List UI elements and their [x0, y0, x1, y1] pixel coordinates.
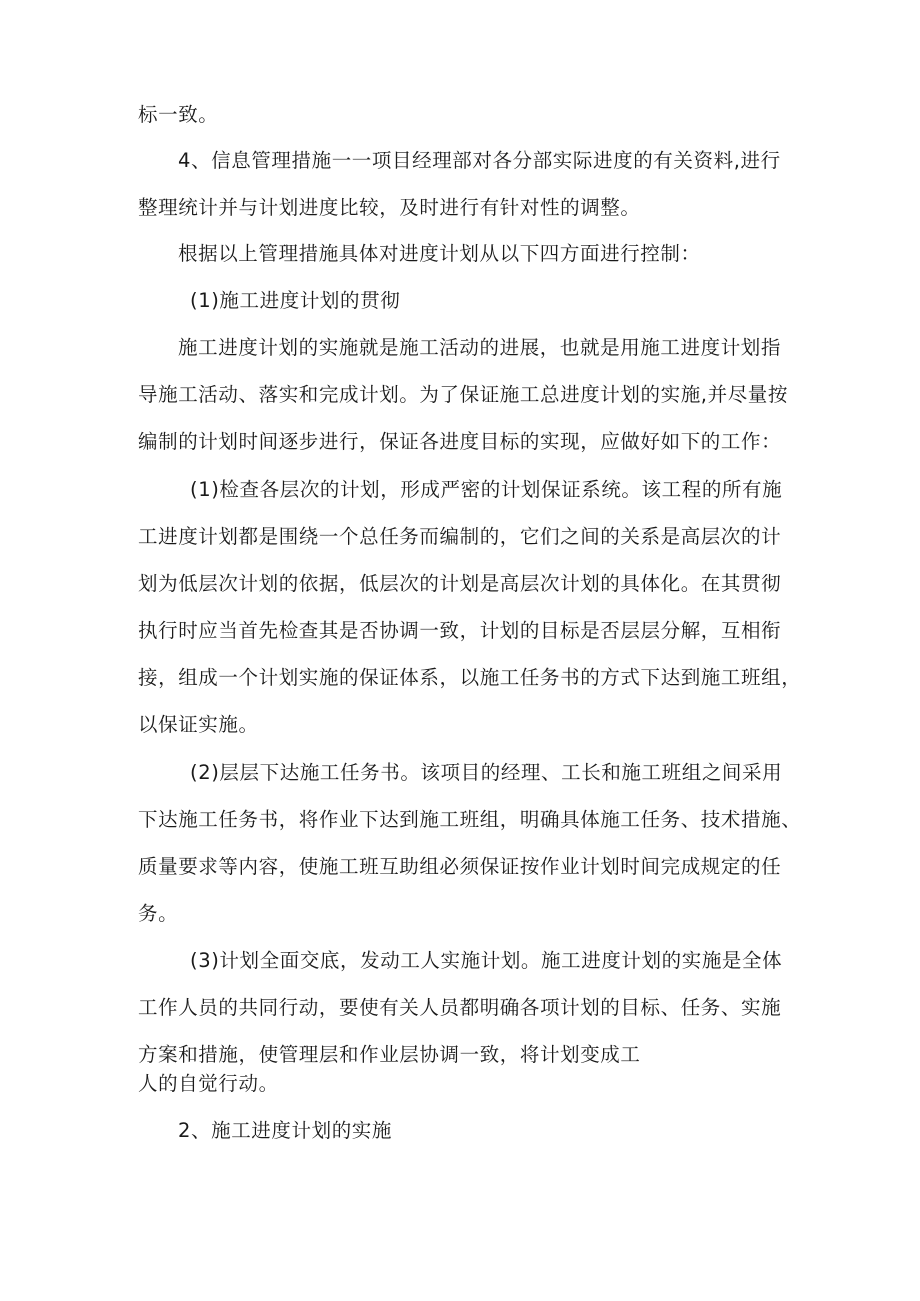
text-line: 整理统计并与计划进度比较，及时进行有针对性的调整。 [138, 196, 641, 219]
text-line: 方案和措施，使管理层和作业层协调一致，将计划变成工 [138, 1043, 641, 1066]
text-line: 编制的计划时间逐步进行，保证各进度目标的实现，应做好如下的工作： [138, 430, 782, 453]
text-line: 工进度计划都是围绕一个总任务而编制的，它们之间的关系是高层次的计 [138, 525, 782, 548]
text-line: 4、信息管理措施一一项目经理部对各分部实际进度的有关资料,进行 [178, 149, 781, 172]
text-line: 施工进度计划的实施就是施工活动的进展，也就是用施工进度计划指 [178, 336, 782, 359]
text-line: 根据以上管理措施具体对进度计划从以下四方面进行控制： [178, 242, 701, 265]
text-line: 质量要求等内容，使施工班互助组必须保证按作业计划时间完成规定的任 [138, 855, 782, 878]
text-line: 划为低层次计划的依据，低层次的计划是高层次计划的具体化。在其贯彻 [138, 572, 782, 595]
text-line: 导施工活动、落实和完成计划。为了保证施工总进度计划的实施,并尽量按 [138, 383, 788, 406]
text-line: 工作人员的共同行动，要使有关人员都明确各项计划的目标、任务、实施 [138, 996, 782, 1019]
section-heading: (1)施工进度计划的贯彻 [190, 289, 401, 312]
text-line: 下达施工任务书，将作业下达到施工班组，明确具体施工任务、技术措施、 [138, 808, 802, 831]
text-line: (2)层层下达施工任务书。该项目的经理、工长和施工班组之间采用 [190, 761, 783, 784]
text-line: 务。 [138, 902, 179, 925]
section-heading: 2、施工进度计划的实施 [178, 1119, 393, 1142]
text-line: 接，组成一个计划实施的保证体系，以施工任务书的方式下达到施工班组， [138, 666, 802, 689]
text-line: 标一致。 [138, 103, 219, 126]
text-line: (1)检查各层次的计划，形成严密的计划保证系统。该工程的所有施 [190, 478, 783, 501]
text-line: (3)计划全面交底，发动工人实施计划。施工进度计划的实施是全体 [190, 949, 783, 972]
text-line: 执行时应当首先检查其是否协调一致，计划的目标是否层层分解，互相衔 [138, 619, 782, 642]
text-line: 人的自觉行动。 [138, 1072, 279, 1095]
text-line: 以保证实施。 [138, 713, 259, 736]
